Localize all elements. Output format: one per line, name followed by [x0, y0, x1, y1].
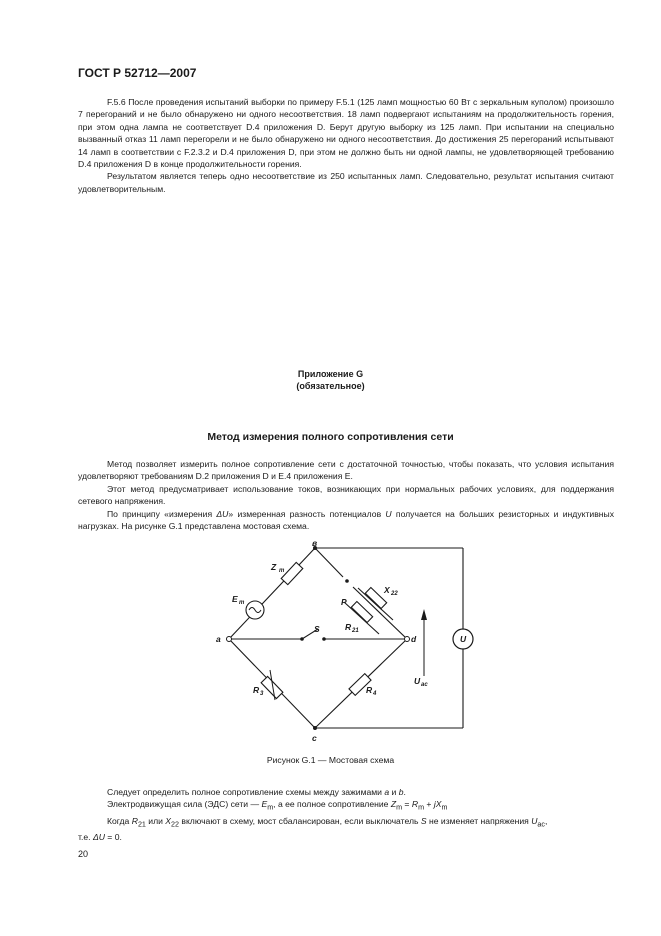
- sub-rm: m: [418, 804, 425, 813]
- r21-label: R: [345, 622, 352, 632]
- var-jx: jX: [433, 799, 442, 810]
- sub-22: 22: [171, 820, 179, 829]
- section-g-text: [78, 458, 614, 532]
- sub-21: 21: [137, 820, 146, 829]
- paragraph-f-5-6: F.5.6 После проведения испытаний выборки по примеру F.5.1 (125 ламп мощностью 60 Вт с зеркальным куполом) произошло 7 перегораний и не было обнаружено ни одного несоответствия. 18 ламп подвергают испытаниям на продолжительность горения, при этом одна лампа не соответствует D.4 приложения D. Берут другую выборку из 125 ламп. При испытании на специально вызванный отказ 11 ламп перегорели и не было обнаружено ни одного несоответствия. До достижения 25 перегораний испытывают 14 ламп в соответствии с F.2.3.2 и D.4 приложения D, при этом не должно быть ни одной лампы, не удовлетворяющей требованию D.4 приложения D в конце продолжительности горения.: [78, 97, 614, 170]
- equals-zero-text: = 0.: [104, 831, 122, 842]
- var-u: U: [531, 815, 538, 826]
- node-a-label: а: [216, 634, 221, 644]
- section-g-conclusion: [78, 786, 614, 843]
- principle-u: U: [385, 508, 392, 519]
- em-sub: m: [239, 600, 245, 606]
- when-text: Когда: [107, 815, 132, 826]
- node-a-dot: [227, 637, 232, 642]
- zm-resistor: [281, 562, 303, 584]
- var-z: Z: [390, 799, 397, 810]
- x22-sub: 22: [391, 591, 398, 597]
- paragraph-principle: [78, 508, 614, 533]
- var-r: R: [411, 799, 419, 810]
- principle-text-a: По принципу «измерения: [107, 508, 217, 519]
- em-label: E: [232, 594, 238, 604]
- period-text: .: [403, 787, 406, 797]
- var-delta-u: ΔU: [92, 831, 105, 842]
- document-header: ГОСТ Р 52712—2007: [78, 66, 197, 80]
- line-balance: [78, 815, 614, 831]
- sub-ac: ac: [537, 820, 545, 829]
- r21-sub: 21: [352, 628, 359, 634]
- line-define-impedance: [78, 786, 614, 798]
- define-text: Следует определить полное сопротивление схемы между зажимами: [107, 787, 385, 797]
- paragraph-method: Метод позволяет измерить полное сопротивление сети с достаточной точностью, чтобы показать, что условия испытания удовлетворяют требованиям D.2 приложения D и E.4 приложения E.: [78, 459, 614, 482]
- node-c-dot: [313, 726, 317, 730]
- sub-em: m: [267, 804, 274, 813]
- section-f-text: [78, 96, 614, 195]
- var-a: a: [384, 787, 390, 797]
- switch-s-dot-left: [300, 637, 304, 641]
- r3-sub: 3: [260, 691, 264, 697]
- ie-text: т.е.: [78, 831, 93, 842]
- impedance-text: , а ее полное сопротивление: [273, 799, 391, 810]
- node-b-label: в: [312, 538, 318, 548]
- var-e: E: [261, 799, 268, 810]
- principle-text-b: » измеренная разность потенциалов: [228, 508, 386, 519]
- voltage-text: не изменяет напряжения: [426, 815, 532, 826]
- var-s: S: [420, 815, 427, 826]
- page-number: 20: [78, 849, 89, 859]
- appendix-section-title: Метод измерения полного сопротивления сети: [207, 431, 454, 443]
- p-label: P: [341, 597, 347, 607]
- paragraph-result: Результатом является теперь одно несоответствие из 250 испытанных ламп. Следовательно, результат испытания считают удовлетворительным.: [78, 171, 614, 194]
- comma-text: ,: [544, 815, 548, 826]
- equals-sign: =: [402, 799, 412, 810]
- var-x22: X: [165, 815, 172, 826]
- principle-delta-u: ΔU: [216, 508, 229, 519]
- uac-label: U: [414, 676, 421, 686]
- plus-sign: +: [424, 799, 434, 810]
- r3-label: R: [253, 685, 260, 695]
- line-emf: [78, 798, 614, 814]
- figure-caption: Рисунок G.1 — Мостовая схема: [266, 755, 395, 765]
- zm-label: Z: [271, 562, 277, 572]
- uac-arrow-head: [421, 609, 427, 620]
- node-d-dot: [405, 637, 410, 642]
- zm-sub: m: [279, 568, 285, 574]
- x22-label: X: [384, 585, 390, 595]
- r4-label: R: [366, 685, 373, 695]
- appendix-status: (обязательное): [296, 381, 365, 391]
- node-c-label: с: [312, 733, 317, 743]
- appendix-heading: [0, 368, 661, 392]
- node-d-label: d: [411, 634, 417, 644]
- emf-text: Электродвижущая сила (ЭДС) сети —: [107, 799, 262, 810]
- var-b: b: [398, 787, 404, 797]
- line-delta-u: [78, 831, 614, 843]
- paragraph-currents: Этот метод предусматривает использование токов, возникающих при нормальных рабочих условиях, для поддержания сетевого напряжения.: [78, 483, 614, 507]
- and-text: и: [389, 787, 399, 797]
- sub-xm: m: [441, 804, 448, 813]
- voltmeter-label: U: [460, 634, 467, 644]
- s-label: S: [314, 624, 320, 634]
- appendix-title: Приложение G: [297, 369, 364, 379]
- var-r21: R: [131, 815, 138, 826]
- switch-s-dot-right: [322, 637, 326, 641]
- wire-b-switch: [315, 548, 343, 577]
- balance-text: включают в схему, мост сбалансирован, если выключатель: [179, 815, 421, 826]
- switch-dot: [345, 579, 349, 583]
- principle-text-c: получается на больших резисторных и индуктивных нагрузках. На рисунке G.1 представлена мостовая схема.: [78, 508, 614, 532]
- uac-sub: ac: [421, 682, 428, 688]
- or-text: или: [145, 815, 166, 826]
- bridge-circuit-diagram: [0, 530, 661, 750]
- r4-sub: 4: [373, 691, 377, 697]
- sub-zm: m: [396, 804, 403, 813]
